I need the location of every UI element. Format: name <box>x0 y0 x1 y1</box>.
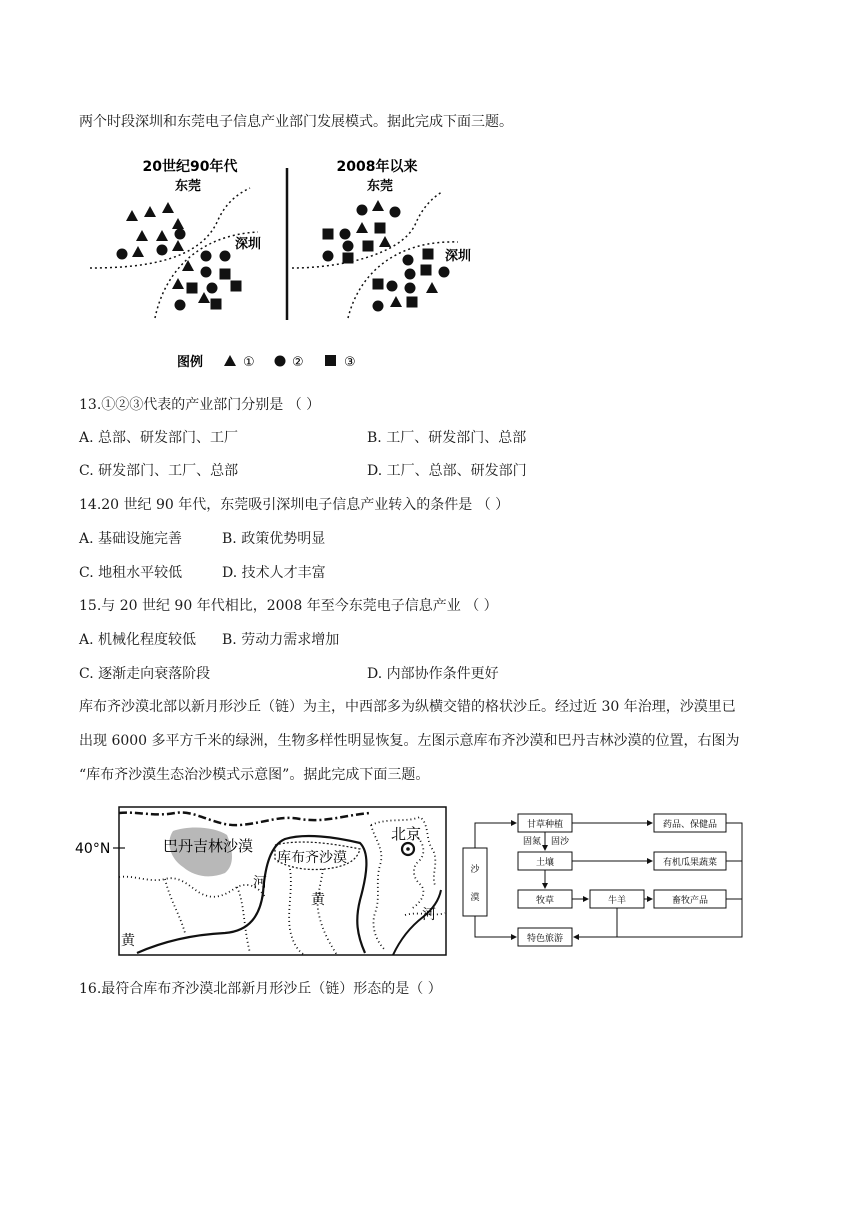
q13-option-a[interactable]: A. 总部、研发部门、工厂 <box>79 430 239 446</box>
flow-niuyang-label: 牛羊 <box>607 896 627 906</box>
fig1-right-boundary-upper <box>292 192 442 268</box>
fig1-left-dongguan-symbols <box>117 202 186 260</box>
q13-option-c[interactable]: C. 研发部门、工厂、总部 <box>79 463 239 479</box>
legend-1: ① <box>243 355 255 370</box>
q16-stem: 16.最符合库布齐沙漠北部新月形沙丘（链）形态的是（ ） <box>79 981 442 997</box>
fig1-right-dongguan: 东莞 <box>366 179 394 194</box>
industry-pattern-figure <box>80 150 500 375</box>
flow-mucao-label: 牧草 <box>535 896 555 906</box>
flow-gudan-label: 固氮 <box>522 837 542 847</box>
q15-option-b[interactable]: B. 劳动力需求增加 <box>222 632 340 648</box>
legend-2: ② <box>292 355 304 370</box>
q15-option-d[interactable]: D. 内部协作条件更好 <box>367 666 499 682</box>
legend-label: 图例 <box>177 355 204 370</box>
flow-desert-label-2: 漠 <box>470 893 480 903</box>
q14-option-c[interactable]: C. 地租水平较低 <box>79 565 183 581</box>
flow-arrows <box>475 823 742 937</box>
q15-option-a[interactable]: A. 机械化程度较低 <box>79 632 197 648</box>
flow-yaopin-label: 药品、保健品 <box>662 820 718 830</box>
flow-gusha-label: 固沙 <box>550 837 570 847</box>
beijing-marker-dot-icon <box>406 847 410 851</box>
flow-gancao-label: 甘草种植 <box>526 820 564 830</box>
q15-option-c[interactable]: C. 逐渐走向衰落阶段 <box>79 666 211 682</box>
fig1-legend <box>177 354 356 370</box>
map-badain-label: 巴丹吉林沙漠 <box>163 837 254 855</box>
q13-option-b[interactable]: B. 工厂、研发部门、总部 <box>367 430 527 446</box>
q13-option-d[interactable]: D. 工厂、总部、研发部门 <box>367 463 527 479</box>
fig1-left-shenzhen: 深圳 <box>235 237 262 252</box>
map-beijing-label: 北京 <box>391 825 422 843</box>
flow-desert-box <box>463 848 487 916</box>
eco-sand-control-flowchart <box>458 808 758 958</box>
flow-desert-label-1: 沙 <box>470 865 480 875</box>
fig1-right-boundary-lower <box>348 242 458 318</box>
desert-location-map <box>75 805 447 957</box>
flow-guoshu-label: 有机瓜果蔬菜 <box>662 858 718 868</box>
map-river-label-he2: 河 <box>422 907 436 923</box>
fig1-left-dongguan: 东莞 <box>174 179 202 194</box>
map-kubuqi-label: 库布齐沙漠 <box>277 850 347 866</box>
fig1-right-shenzhen: 深圳 <box>445 249 472 264</box>
flow-lvyou-label: 特色旅游 <box>526 934 564 944</box>
q14-option-a[interactable]: A. 基础设施完善 <box>79 531 183 547</box>
fig1-left-shenzhen-symbols <box>172 251 242 311</box>
intro-paragraph-2-line-3: “库布齐沙漠生态治沙模式示意图”。据此完成下面三题。 <box>79 767 430 783</box>
map-river-label-he1: 河 <box>253 875 267 891</box>
q14-option-d[interactable]: D. 技术人才丰富 <box>222 565 326 581</box>
q14-stem: 14.20 世纪 90 年代，东莞吸引深圳电子信息产业转入的条件是 （ ） <box>79 497 510 513</box>
intro-paragraph-1: 两个时段深圳和东莞电子信息产业部门发展模式。据此完成下面三题。 <box>79 114 513 130</box>
fig1-right-dongguan-symbols <box>323 200 401 264</box>
q15-stem: 15.与 20 世纪 90 年代相比，2008 年至今东莞电子信息产业 （ ） <box>79 598 498 614</box>
fig1-left-title: 20世纪90年代 <box>142 159 238 175</box>
flow-xumu-label: 畜牧产品 <box>671 896 709 906</box>
legend-square-icon <box>325 355 336 366</box>
q13-stem: 13.①②③代表的产业部门分别是 （ ） <box>79 397 321 413</box>
legend-triangle-icon <box>224 355 236 366</box>
intro-paragraph-2-line-1: 库布齐沙漠北部以新月形沙丘（链）为主，中西部多为纵横交错的格状沙丘。经过近 30 年治理，沙漠里已 <box>79 699 736 715</box>
q14-option-b[interactable]: B. 政策优势明显 <box>222 531 326 547</box>
map-river-label-huang1: 黄 <box>311 892 325 908</box>
intro-paragraph-2-line-2: 出现 6000 多平方千米的绿洲，生物多样性明显恢复。左图示意库布齐沙漠和巴丹吉林沙漠的位置，右图为 <box>79 733 740 749</box>
map-river-label-huang2: 黄 <box>121 933 135 949</box>
legend-3: ③ <box>344 355 356 370</box>
flow-turang-label: 土壤 <box>535 858 555 868</box>
fig1-right-title: 2008年以来 <box>336 159 418 175</box>
legend-circle-icon <box>275 356 286 367</box>
fig1-right-shenzhen-symbols <box>373 249 450 312</box>
map-latitude-label: 40°N <box>75 841 111 857</box>
